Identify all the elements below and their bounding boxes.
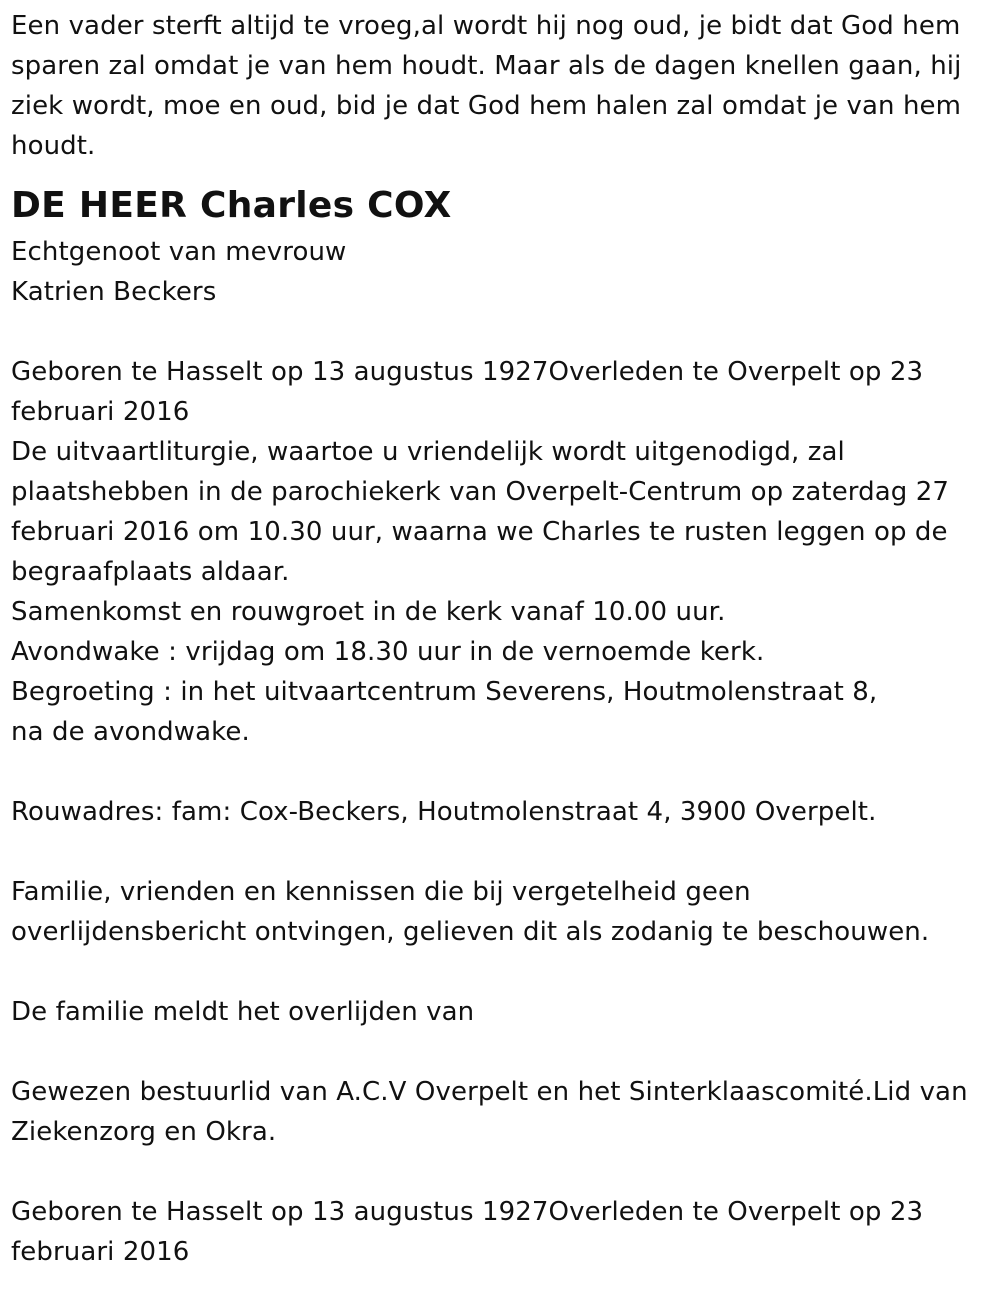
birth-death-line: Geboren te Hasselt op 13 augustus 1927Overleden te Overpelt op 23 (11, 1197, 924, 1227)
address-paragraph (11, 792, 986, 832)
birth-death-line: Geboren te Hasselt op 13 augustus 1927Overleden te Overpelt op 23 (11, 357, 924, 387)
birth-death-paragraph (11, 352, 986, 432)
funeral-line: Avondwake : vrijdag om 18.30 uur in de vernoemde kerk. (11, 637, 765, 667)
poem-paragraph (11, 6, 986, 166)
memberships-line: Ziekenzorg en Okra. (11, 1117, 277, 1147)
announce-line: De familie meldt het overlijden van (11, 997, 475, 1027)
announce-paragraph (11, 992, 986, 1032)
spacer (11, 832, 986, 872)
spacer (11, 952, 986, 992)
obituary-document (11, 6, 986, 1272)
memberships-line: Gewezen bestuurlid van A.C.V Overpelt en het Sinterklaascomité.Lid van (11, 1077, 968, 1107)
funeral-line: De uitvaartliturgie, waartoe u vriendelijk wordt uitgenodigd, zal (11, 437, 845, 467)
funeral-paragraph (11, 432, 986, 752)
notice-line: overlijdensbericht ontvingen, gelieven dit als zodanig te beschouwen. (11, 917, 930, 947)
notice-paragraph (11, 872, 986, 952)
funeral-line: Begroeting : in het uitvaartcentrum Severens, Houtmolenstraat 8, (11, 677, 878, 707)
poem-line: ziek wordt, moe en oud, bid je dat God hem halen zal omdat je van hem (11, 91, 962, 121)
spouse-line: Katrien Beckers (11, 277, 217, 307)
spacer (11, 1152, 986, 1192)
funeral-line: na de avondwake. (11, 717, 250, 747)
funeral-line: februari 2016 om 10.30 uur, waarna we Charles te rusten leggen op de (11, 517, 948, 547)
birth-death-repeat-paragraph (11, 1192, 986, 1272)
spacer (11, 752, 986, 792)
poem-line: houdt. (11, 131, 96, 161)
deceased-name-heading: DE HEER Charles COX (11, 185, 452, 226)
birth-death-line: februari 2016 (11, 1237, 190, 1267)
spouse-line: Echtgenoot van mevrouw (11, 237, 347, 267)
funeral-line: plaatshebben in de parochiekerk van Overpelt-Centrum op zaterdag 27 (11, 477, 950, 507)
spacer (11, 1032, 986, 1072)
spacer (11, 312, 986, 352)
birth-death-line: februari 2016 (11, 397, 190, 427)
address-line: Rouwadres: fam: Cox-Beckers, Houtmolenstraat 4, 3900 Overpelt. (11, 797, 877, 827)
poem-line: sparen zal omdat je van hem houdt. Maar als de dagen knellen gaan, hij (11, 51, 962, 81)
funeral-line: begraafplaats aldaar. (11, 557, 290, 587)
spouse-paragraph (11, 232, 986, 312)
poem-line: Een vader sterft altijd te vroeg,al wordt hij nog oud, je bidt dat God hem (11, 11, 961, 41)
notice-line: Familie, vrienden en kennissen die bij vergetelheid geen (11, 877, 751, 907)
funeral-line: Samenkomst en rouwgroet in de kerk vanaf 10.00 uur. (11, 597, 726, 627)
memberships-paragraph (11, 1072, 986, 1152)
